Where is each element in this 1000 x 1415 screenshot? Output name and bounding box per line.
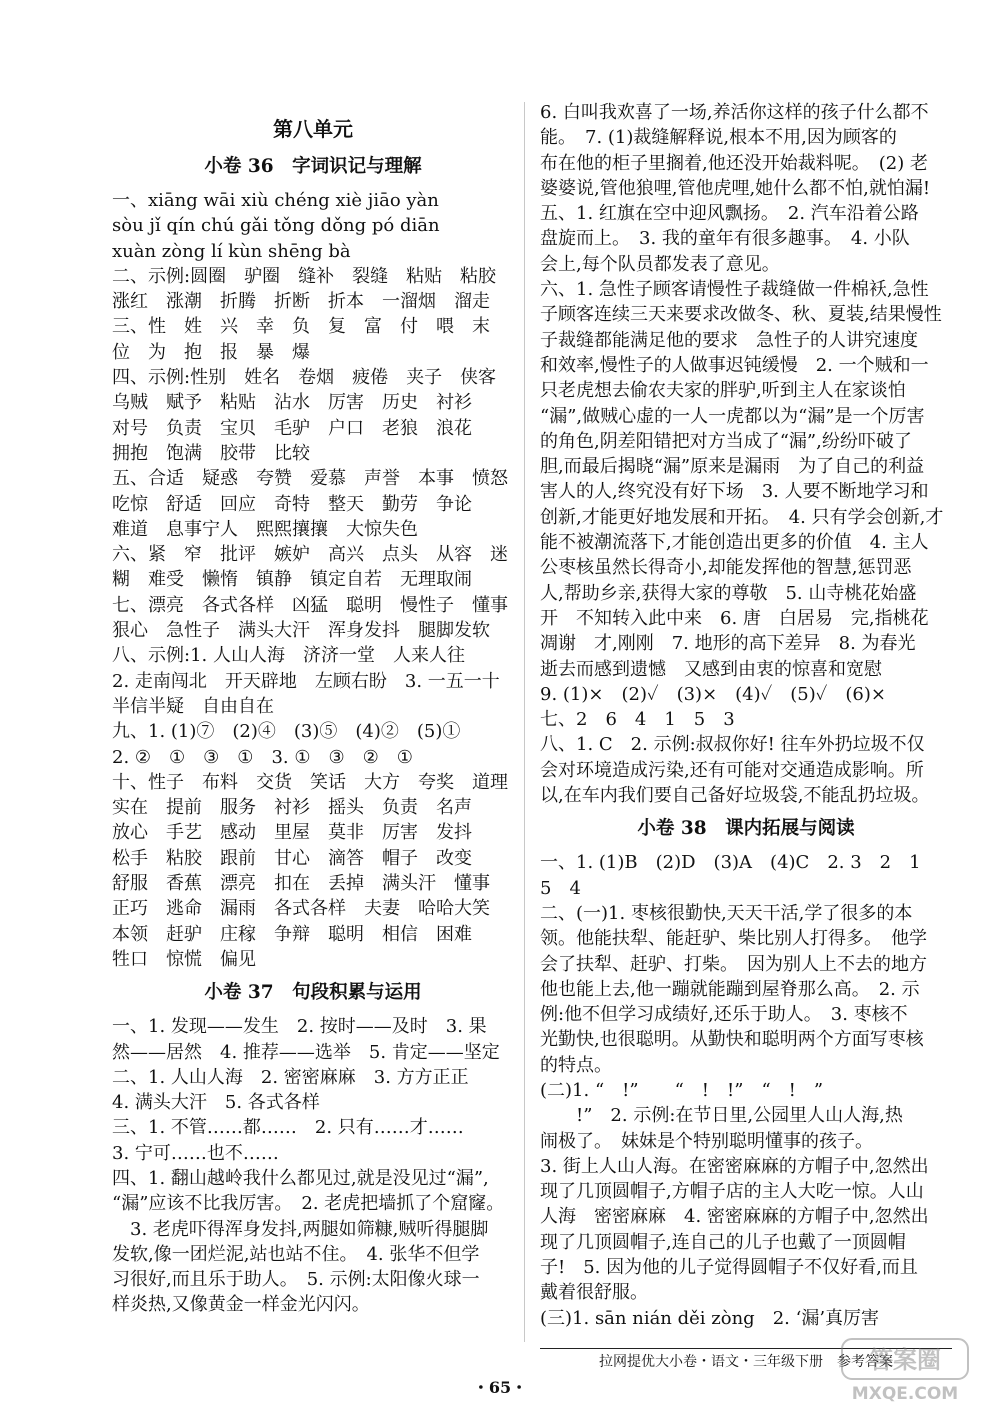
answer-line: 十、性子 布料 交货 笑话 大方 夸奖 道理 [112, 771, 508, 793]
answer-line: 子! 5. 因为他的儿子觉得圆帽子不仅好看,而且 [540, 1257, 918, 1279]
answer-line: 五、1. 红旗在空中迎风飘扬。 2. 汽车沿着公路 [540, 203, 919, 225]
watermark-top-text: 答案圈 [869, 1346, 941, 1374]
answer-line: 逝去而感到遗憾 又感到由衷的惊喜和宽慰 [540, 658, 882, 680]
unit-title: 第八单元 [273, 117, 353, 141]
answer-line: 3. 老虎吓得浑身发抖,两腿如筛糠,贼听得腿脚 [112, 1218, 489, 1240]
answer-line: 领。他能扶犁、能赶驴、柴比别人打得多。 他学 [540, 928, 927, 950]
answer-line: 拥抱 饱满 胶带 比较 [112, 442, 310, 464]
answer-line: 戴着很舒服。 [540, 1282, 648, 1304]
answer-line: 子裁缝都能满足他的要求 急性子的人讲究速度 [540, 329, 918, 351]
answer-line: 放心 手艺 感动 里屋 莫非 厉害 发抖 [112, 822, 472, 844]
watermark-bottom-text: MXQE.COM [851, 1384, 959, 1404]
answer-line: 舒服 香蕉 漂亮 扣在 丢掉 满头汗 懂事 [112, 873, 490, 895]
answer-line: 八、示例:1. 人山人海 济济一堂 人来人往 [112, 645, 465, 667]
answer-line: 一、1. (1)B (2)D (3)A (4)C 2. 3 2 1 [540, 852, 921, 874]
answer-line: 发软,像一团烂泥,站也站不住。 4. 张华不但学 [112, 1243, 480, 1265]
answer-line: “漏”应该不比我厉害。 2. 老虎把墙抓了个窟窿。 [112, 1193, 505, 1215]
watermark-logo [840, 1337, 970, 1405]
answer-line: 害人的人,终究没有好下场 3. 人要不断地学习和 [540, 481, 929, 503]
answer-line: 吃惊 舒适 回应 奇特 整天 勤劳 争论 [112, 493, 472, 515]
answer-line: 6. 白叫我欢喜了一场,养活你这样的孩子什么都不 [540, 102, 929, 123]
answer-line: 然——居然 4. 推荐——选举 5. 肯定——坚定 [112, 1041, 500, 1063]
answer-line: 二、示例:圆圈 驴圈 缝补 裂缝 粘贴 粘胶 [112, 265, 497, 287]
answer-line: 的角色,阴差阳错把对方当成了“漏”,纷纷吓破了 [540, 430, 912, 452]
answer-line: 一、xiāng wāi xiù chéng xiè jiāo yàn [112, 190, 439, 211]
answer-line: 子顾客连续三天来要求改做冬、秋、夏装,结果慢性 [540, 304, 942, 326]
answer-line: 3. 街上人山人海。在密密麻麻的方帽子中,忽然出 [540, 1155, 929, 1177]
answer-line: 人,帮助乡亲,获得大家的尊敬 5. 山寺桃花始盛 [540, 582, 917, 604]
answer-line: 一、1. 发现——发生 2. 按时——及时 3. 果 [112, 1016, 487, 1038]
answer-line: 松手 粘胶 跟前 甘心 滴答 帽子 改变 [112, 847, 472, 869]
answer-line: 狠心 急性子 满头大汗 浑身发抖 腿脚发软 [112, 620, 490, 642]
answer-line: 涨红 涨潮 折腾 折断 折本 一溜烟 溜走 [112, 291, 490, 313]
answer-line: 七、2 6 4 1 5 3 [540, 709, 735, 731]
answer-line: 二、1. 人山人海 2. 密密麻麻 3. 方方正正 [112, 1066, 469, 1088]
answer-line: 乌贼 赋予 粘贴 沾水 厉害 历史 衬衫 [112, 392, 472, 414]
answer-line: 二、(一)1. 枣核很勤快,天天干活,学了很多的本 [540, 902, 913, 924]
answer-line: 五、合适 疑惑 夸赞 爱慕 声誉 本事 愤怒 [112, 468, 508, 490]
answer-line: 难道 息事宁人 熙熙攘攘 大惊失色 [112, 518, 418, 540]
answer-line: 样炎热,又像黄金一样金光闪闪。 [112, 1294, 370, 1316]
answer-line: 能不被潮流落下,才能创造出更多的价值 4. 主人 [540, 532, 929, 554]
answer-line: 开 不知转入此中来 6. 唐 白居易 完,指桃花 [540, 607, 929, 629]
answer-line: 5 4 [540, 877, 581, 899]
answer-line: 现了几顶圆帽子,连自己的儿子也戴了一顶圆帽 [540, 1231, 906, 1253]
answer-line: 九、1. (1)⑦ (2)④ (3)⑤ (4)② (5)① [112, 721, 461, 743]
answer-line: 会上,每个队员都发表了意见。 [540, 253, 780, 275]
answer-line: 正巧 逃命 漏雨 各式各样 夫妻 哈哈大笑 [112, 898, 490, 920]
answer-line: !” 2. 示例:在节日里,公园里人山人海,热 [540, 1105, 903, 1127]
answer-line: 六、1. 急性子顾客请慢性子裁缝做一件棉袄,急性 [540, 279, 929, 301]
answer-line: 2. 走南闯北 开天辟地 左顾右盼 3. 一五一十 [112, 670, 500, 692]
answer-line: (三)1. sān nián děi zòng 2. ‘漏’真厉害 [540, 1307, 880, 1329]
answer-line: 牲口 惊慌 偏见 [112, 948, 256, 970]
answer-line: xuàn zòng lí kùn shēng bà [112, 240, 351, 262]
answer-line: 本领 赶驴 庄稼 争辩 聪明 相信 困难 [112, 923, 472, 945]
page-number: ・65・ [472, 1378, 528, 1397]
answer-line: 婆婆说,管他狼哩,管他虎哩,她什么都不怕,就怕漏! [540, 177, 931, 199]
answer-line: 习很好,而且乐于助人。 5. 示例:太阳像火球一 [112, 1269, 480, 1291]
answer-line: 人海 密密麻麻 4. 密密麻麻的方帽子中,忽然出 [540, 1206, 929, 1228]
answer-line: 例:他不但学习成绩好,还乐于助人。 3. 枣核不 [540, 1004, 908, 1026]
answer-line: 四、1. 翻山越岭我什么都见过,就是没见过“漏”, [112, 1167, 489, 1189]
answer-line: 创新,才能更好地发展和开拓。 4. 只有学会创新,才 [540, 506, 944, 528]
paper-38-answers [540, 850, 952, 1331]
answer-line: 9. (1)× (2)✓ (3)× (4)✓ (5)✓ (6)× [540, 683, 886, 705]
answer-line: 七、漂亮 各式各样 凶猛 聪明 慢性子 懂事 [112, 594, 508, 616]
answer-line: 公枣核虽然长得奇小,却能发挥他的智慧,惩罚恶 [540, 557, 912, 579]
answer-line: 2. ② ① ③ ① 3. ① ③ ② ① [112, 746, 413, 768]
right-column [540, 100, 952, 1331]
answer-line: 会对环境造成污染,还有可能对交通造成影响。所 [540, 759, 924, 781]
answer-line: 三、性 姓 兴 幸 负 复 富 付 喂 末 [112, 316, 490, 338]
paper-36-title: 小卷 36 字词识记与理解 [204, 156, 422, 177]
answer-line: 现了几顶圆帽子,方帽子店的主人大吃一惊。人山 [540, 1181, 924, 1203]
answer-line: 实在 提前 服务 衬衫 摇头 负责 名声 [112, 797, 472, 819]
answer-line: 以,在车内我们要自己备好垃圾袋,不能乱扔垃圾。 [540, 785, 930, 807]
paper-37-continued-answers [540, 100, 952, 808]
paper-38-title: 小卷 38 课内拓展与阅读 [637, 818, 855, 840]
answer-line: 3. 宁可……也不…… [112, 1142, 279, 1164]
footer-text: 拉网提优大小卷・语文・三年级下册 参考答案 [599, 1354, 893, 1370]
answer-line: 的特点。 [540, 1054, 612, 1076]
answer-line: 六、紧 窄 批评 嫉妒 高兴 点头 从容 迷 [112, 544, 508, 566]
answer-line: 凋谢 才,刚刚 7. 地形的高下差异 8. 为春光 [540, 633, 916, 655]
paper-36-answers [112, 188, 514, 972]
answer-line: 会了扶犁、赶驴、打柴。 因为别人上不去的地方 [540, 953, 927, 975]
paper-37-title: 小卷 37 句段积累与运用 [204, 982, 422, 1004]
paper-37-answers [112, 1014, 514, 1318]
answer-line: 能。 7. (1)裁缝解释说,根本不用,因为顾客的 [540, 127, 897, 149]
answer-line: 4. 满头大汗 5. 各式各样 [112, 1092, 320, 1114]
answer-line: 八、1. C 2. 示例:叔叔你好! 往车外扔垃圾不仅 [540, 734, 925, 756]
answer-line: sòu jǐ qín chú gǎi tǒng dǒng pó diān [112, 215, 440, 237]
answer-line: 盘旋而上。 3. 我的童年有很多趣事。 4. 小队 [540, 228, 910, 250]
answer-line: 和效率,慢性子的人做事迟钝缓慢 2. 一个贼和一 [540, 354, 929, 376]
answer-line: 胆,而最后揭晓“漏”原来是漏雨 为了自己的利益 [540, 456, 925, 478]
answer-line: 半信半疑 自由自在 [112, 695, 274, 717]
answer-line: “漏”,做贼心虚的一人一虎都以为“漏”是一个厉害 [540, 405, 925, 427]
column-divider [524, 102, 525, 1342]
answer-line: 布在他的柜子里搁着,他还没开始裁料呢。 (2) 老 [540, 152, 928, 174]
answer-line: (二)1. “ !” “ ! !” “ ! ” [540, 1079, 824, 1101]
answer-line: 糊 难受 懒惰 镇静 镇定自若 无理取闹 [112, 569, 472, 591]
answer-line: 对号 负责 宝贝 毛驴 户口 老狼 浪花 [112, 417, 472, 439]
answer-line: 他也能上去,他一蹦就能蹦到屋脊那么高。 2. 示 [540, 978, 920, 1000]
answer-line: 只老虎想去偷农夫家的胖驴,听到主人在家谈怕 [540, 380, 906, 402]
left-column [112, 100, 514, 1318]
answer-line: 位 为 抱 报 暴 爆 [112, 341, 310, 363]
answer-line: 三、1. 不管……都…… 2. 只有……才…… [112, 1117, 464, 1139]
answer-line: 闹极了。 妹妹是个特别聪明懂事的孩子。 [540, 1130, 873, 1152]
answer-line: 四、示例:性别 姓名 卷烟 疲倦 夹子 侠客 [112, 367, 497, 389]
answer-line: 光勤快,也很聪明。从勤快和聪明两个方面写枣核 [540, 1029, 924, 1051]
